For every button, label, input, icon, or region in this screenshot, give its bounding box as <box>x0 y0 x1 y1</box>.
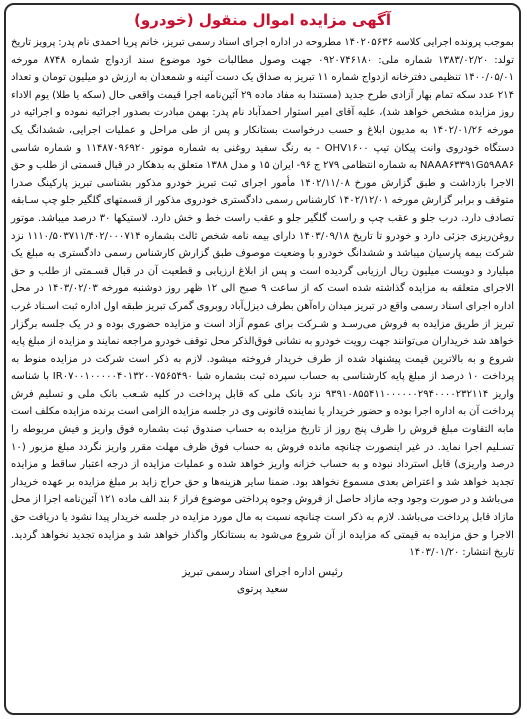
notice-body-paragraph: بموجب پرونده اجرایی کلاسه ۱۴۰۲۰۵۶۳۶ مطروحه در اداره اجرای اسناد رسمی تبریز، خانم پریا احمدی نام پدر: پرویز تاریخ تولد: ۱۳۸۳/۰۲/۲۰ شماره ملی: ۰۹۲۰۷۴۶۱۸۰ جهت وصول مطالبات خود موضوع سند ازدواج شماره ۸۷۴۸ مورخه ۱۴۰۰/۰۵/۰۱ تنظیمی دفترخانه ازدواج شماره ۱۱ تبریز به صداق یک دست آئینه و شمعدان به ارزش دو میلیون تومان و تعداد ۲۱۴ عدد سکه تمام بهار آزادی طرح جدید (مستندا به مفاد ماده ۲۹ آئین‌نامه اجرا قیمت واقعی حال (سکه یا طلا) یوم الاداء روز مزایده مشخص خواهد شد)، علیه آقای امیر استوار احمدآباد نام پدر: بهمن مبادرت بصدور اجرائیه نموده و اجرائیه در مورخه ۱۴۰۲/۰۱/۲۶ به مدیون ابلاغ و حسب درخواست بستانکار و پس از طی مراحل و عملیات اجرایی، ششدانگ یک دستگاه خودروی وانت پیکان تیپ OHV۱۶۰۰ - به رنگ سفید روغنی به شماره موتور ۱۱۴۸۷۰۹۶۹۲۰ و شماره شاسی NAAA۶۳۳۹۱G۵۹AA۶ به شماره انتظامی ۲۷۹ ج ۹۶- ایران ۱۵ و مدل ۱۳۸۸ متعلق به بدهکار در قبال قسمتی از طلب و حق الاجرا بازداشت و طبق گزارش مورخ ۱۴۰۲/۱۱/۰۸ مأمور اجرای ثبت تبریز خودرو مذکور بشناسی تبریز پارکینگ صدرا متوقف و برابر گزارش مورخه ۱۴۰۲/۱۲/۰۱ کارشناس رسمی دادگستری خودروی مذکور از قسمتهای گلگیر جلو چپ سـابقه تصادف دارد. درب جلو و عقب چپ و راست گلگیر جلو و عقب راست خط و خش دارد. لاستیکها ۳۰ درصد میباشد. موتور روغن‌ریزی جزئی دارد و خودرو تا تاریخ ۱۴۰۳/۰۹/۱۸ دارای بیمه نامه شخص ثالث بشماره ۱۱۱۰/۵۰۳۷۱۱/۴۰۲/۰۰۰۷۱۴ نزد شرکت بیمه پارسیان میباشد و ششدانگ خودرو با وضعیت موصوف طبق گزارش کارشناس رسمی دادگستری به مبلغ یک میلیارد و دویست میلیون ریال ارزیابی گردیده است و پس از ابلاغ ارزیابی و قطعیت آن در قبال قسـمتی از طلب و حق الاجرای متعلقه به مزایده گذاشته شده است که از ساعت ۹ صبح الی ۱۲ ظهر روز دوشنبه مورخه ۱۴۰۳/۰۲/۰۳ در محل اداره اجرای اسناد رسمی واقع در تبریز میدان راه‌آهن بطرف دیزل‌آباد روبروی گمرک تبریز طبقه اول اداره ثبت اسـناد غرب تبریز از طریق مزایده به فروش می‌رسـد و شـرکت برای عموم آزاد است و مزایده حضوری بوده و در یک جلسه برگزار خواهد شد خریداران می‌توانند جهت رویت خودرو به نشانی فوق‌الذکر محل توقف خودرو مراجعه نمایند و مزایده از مبلغ پایه شروع و به بالاترین قیمت پیشنهاد شده از طرف خریدار فروخته میشود. لازم به ذکر است شرکت در مزایده منوط به پرداخت ۱۰ درصد از مبلغ پایه کارشناسی به حساب سپرده ثبت بشماره شبا IR۰۷۰۰۱۰۰۰۰۰۴۰۱۳۲۰۰۷۵۶۵۴۹۰ با شناسه واریز ۹۳۹۱۰۸۵۵۴۱۱۰۰۰۰۰۰۲۹۴۰۰۰۰۲۳۲۱۱۴ نزد بانک ملی که قابل پرداخت در کلیه شـعب بانک ملی و تسلیم فرش پرداخت آن به اداره اجرا بوده و حضور خریدار یا نماینده قانونی وی در جلسه مزایده الزامی است برنده مزایده مکلف است مابه التفاوت مبلغ فروش را ظرف پنج روز از تاریخ مزایده به حساب صندوق ثبت بشماره فوق واریز و فیش مربوطه را تسـلیم اجرا نماید. در غیر اینصورت چنانچه مانده فروش به حساب فوق ظرف مهلت مقرر واریز نگردد مبلغ مزبور (۱۰ درصد واریزی) قابل استرداد نبوده و به حساب خزانه واریز خواهد شده و عملیات مزایده از درجه اعتبار ساقط و مزایده تجدید خواهد شد و اعتراض بعدی مسموع نخواهد بود. ضمنا سایر هزینه‌ها و حق حراج زاید بر مبلغ مزایده بر عهده خریدار می‌باشد و در صورت وجود وجه مازاد حاصل از فروش وجوه پرداختی موضوع فراز ۶ بند الف ماده ۱۲۱ آئین‌نامه اجرا از محل مازاد قابل پرداخت می‌باشد. لازم به ذکر است چنانچه نسبت به مال مورد مزایده در جلسه خریدار پیدا نشود یا دریافت حق الاجرا و حق مزایده به قیمتی که مزایده از آن شروع می‌شود به بستانکار واگذار خواهد شد و مزایده تجدید نخواهد گردید. تاریخ انتشار: ۱۴۰۳/۰۱/۲۰ <box>11 37 515 559</box>
signature-block <box>6 564 519 598</box>
signature-name: سعید پرتوی <box>236 582 289 595</box>
signature-title: رئیس اداره اجرای اسناد رسمی تبریز <box>182 565 343 578</box>
notice-body <box>6 34 519 562</box>
auction-notice <box>4 3 521 715</box>
notice-title: آگهی مزایده اموال منقول (خودرو) <box>134 11 391 29</box>
